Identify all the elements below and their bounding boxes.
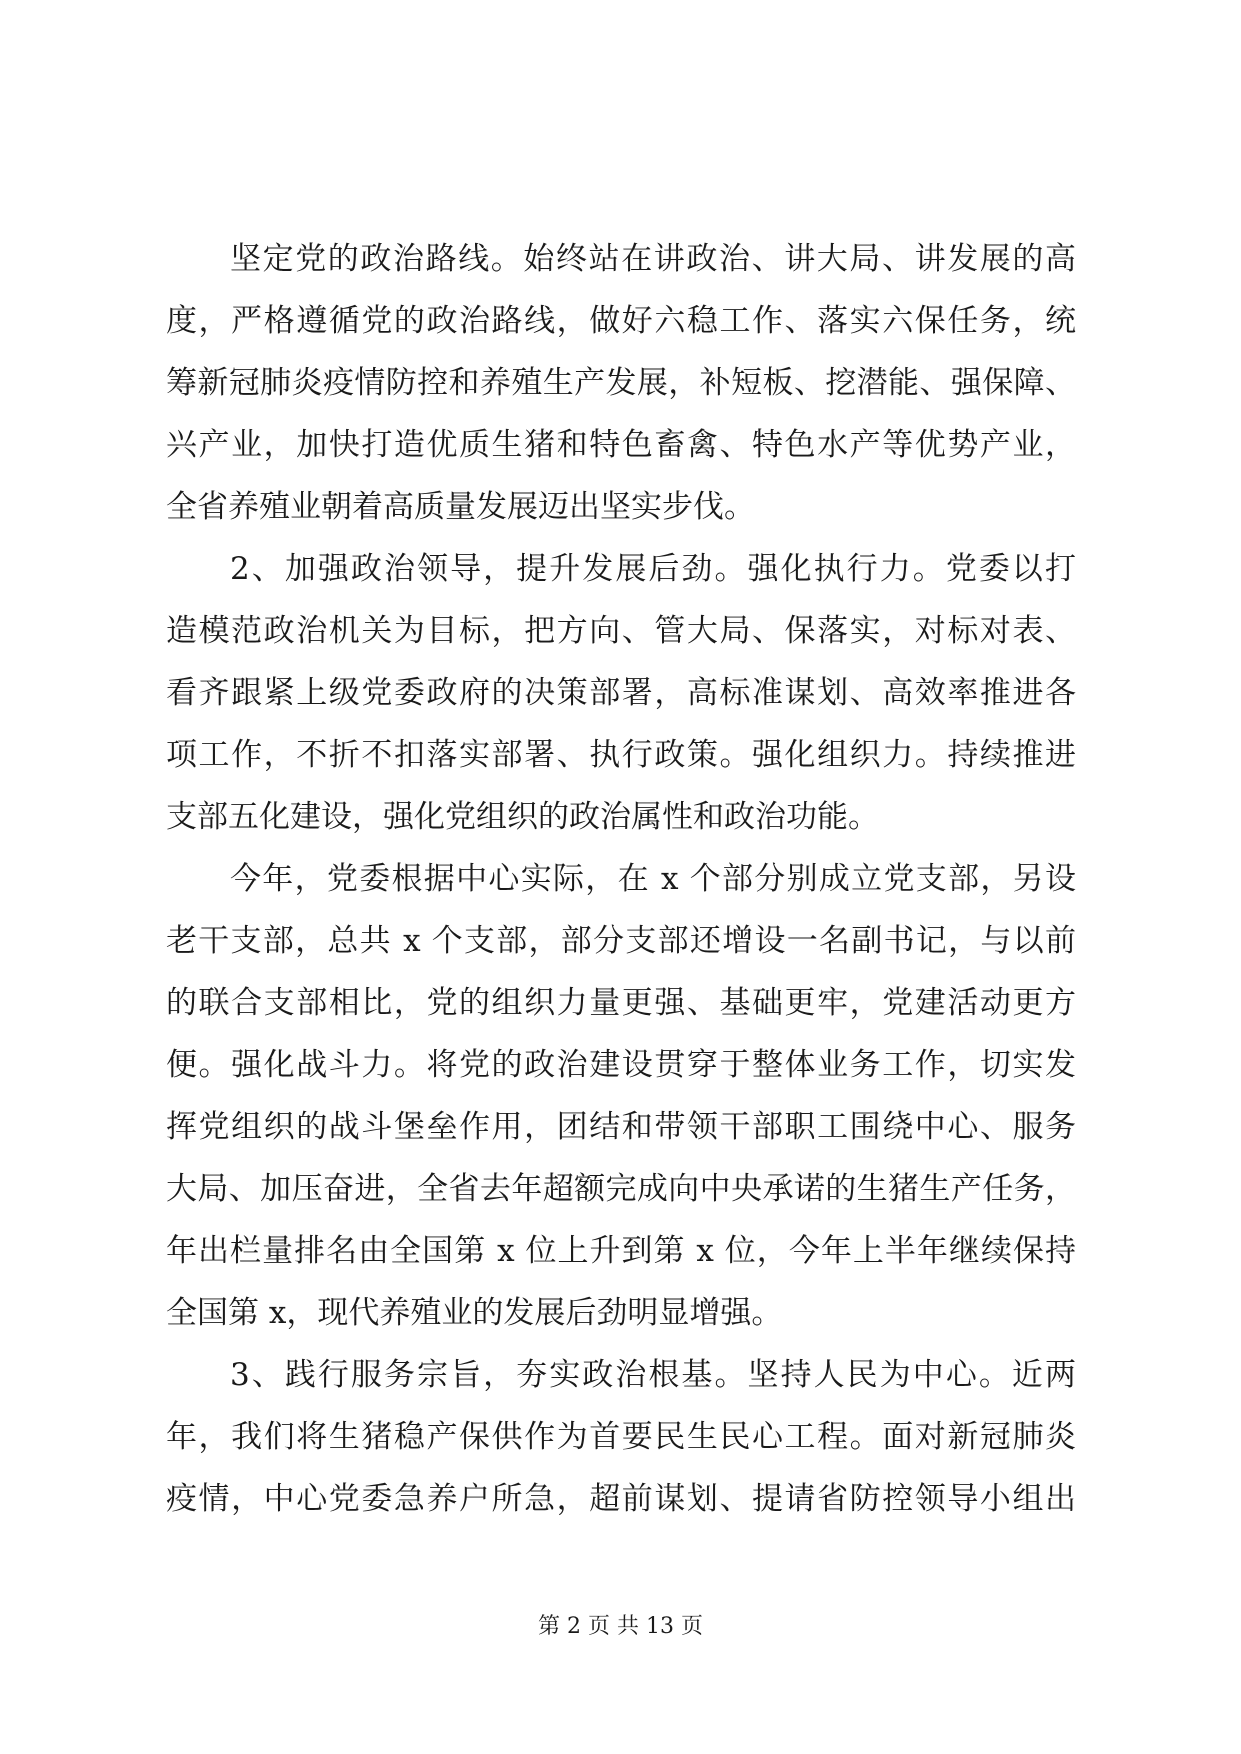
paragraph [166, 228, 1076, 538]
text-line: 疫情，中心党委急养户所急，超前谋划、提请省防控领导小组出 [166, 1481, 1076, 1517]
text-line: 便。强化战斗力。将党的政治建设贯穿于整体业务工作，切实发 [166, 1047, 1076, 1083]
text-line: 筹新冠肺炎疫情防控和养殖生产发展，补短板、挖潜能、强保障、 [166, 365, 1076, 401]
page-footer [0, 1612, 1241, 1642]
text-line: 兴产业，加快打造优质生猪和特色畜禽、特色水产等优势产业， [166, 427, 1076, 463]
text-line: 看齐跟紧上级党委政府的决策部署，高标准谋划、高效率推进各 [166, 675, 1076, 711]
text-line: 年，我们将生猪稳产保供作为首要民生民心工程。面对新冠肺炎 [166, 1419, 1076, 1455]
text-line: 全省养殖业朝着高质量发展迈出坚实步伐。 [166, 489, 755, 525]
page-number-label: 第 2 页 共 13 页 [538, 1614, 703, 1639]
text-line: 大局、加压奋进，全省去年超额完成向中央承诺的生猪生产任务， [166, 1171, 1076, 1207]
paragraph [166, 1344, 1076, 1530]
text-line: 造模范政治机关为目标，把方向、管大局、保落实，对标对表、 [166, 613, 1076, 649]
paragraph [166, 848, 1076, 1344]
text-line: 坚定党的政治路线。始终站在讲政治、讲大局、讲发展的高 [230, 241, 1076, 277]
text-line: 项工作，不折不扣落实部署、执行政策。强化组织力。持续推进 [166, 737, 1076, 773]
text-line: 支部五化建设，强化党组织的政治属性和政治功能。 [166, 799, 879, 835]
paragraph [166, 538, 1076, 848]
text-line: 挥党组织的战斗堡垒作用，团结和带领干部职工围绕中心、服务 [166, 1109, 1076, 1145]
text-line: 2、加强政治领导，提升发展后劲。强化执行力。党委以打 [230, 551, 1076, 587]
text-line: 今年，党委根据中心实际，在 x 个部分别成立党支部，另设 [230, 861, 1076, 897]
text-line: 老干支部，总共 x 个支部，部分支部还增设一名副书记，与以前 [166, 923, 1076, 959]
text-line: 的联合支部相比，党的组织力量更强、基础更牢，党建活动更方 [166, 985, 1076, 1021]
document-body [166, 228, 1076, 1530]
text-line: 度，严格遵循党的政治路线，做好六稳工作、落实六保任务，统 [166, 303, 1076, 339]
text-line: 3、践行服务宗旨，夯实政治根基。坚持人民为中心。近两 [230, 1357, 1076, 1393]
text-line: 年出栏量排名由全国第 x 位上升到第 x 位，今年上半年继续保持 [166, 1233, 1076, 1269]
text-line: 全国第 x，现代养殖业的发展后劲明显增强。 [166, 1295, 783, 1331]
